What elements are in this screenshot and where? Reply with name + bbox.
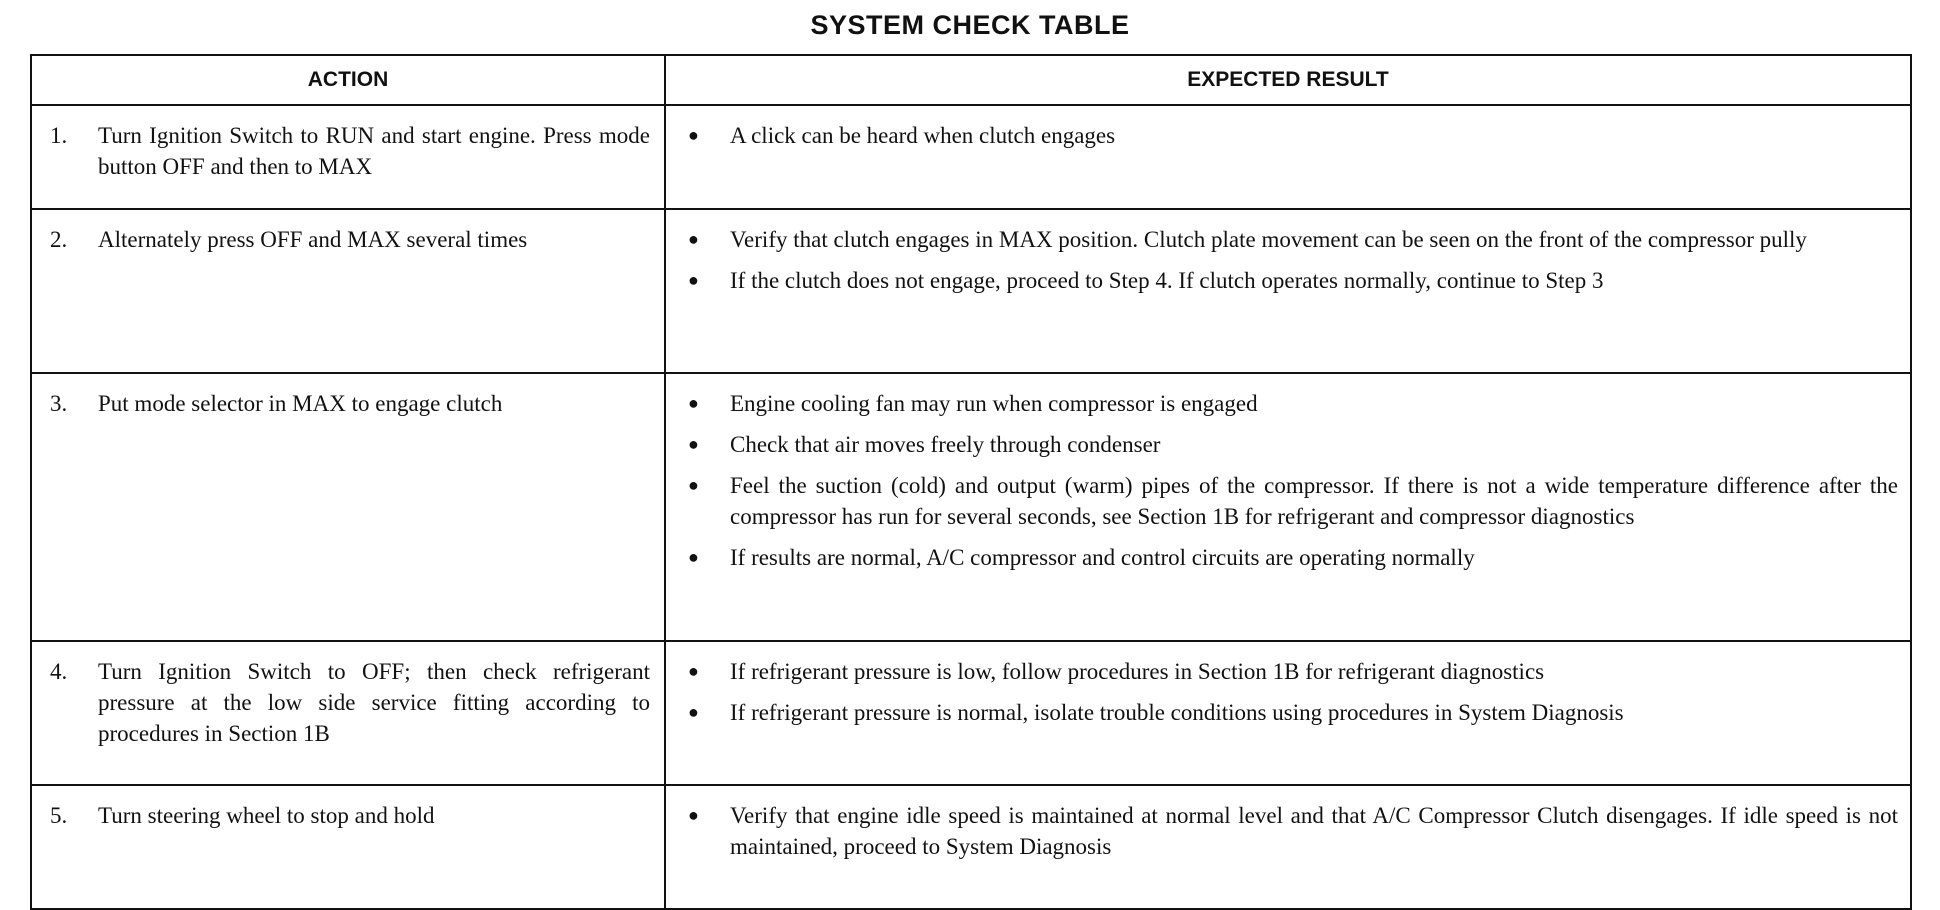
result-item bbox=[688, 697, 1898, 728]
result-text: If refrigerant pressure is normal, isolate trouble conditions using procedures in System Diagnosis bbox=[730, 700, 1624, 725]
action-column-header: ACTION bbox=[31, 55, 665, 105]
result-item bbox=[688, 388, 1898, 419]
expected-result-cell bbox=[665, 105, 1911, 209]
step-number: 1. bbox=[50, 123, 68, 148]
action-cell bbox=[31, 105, 665, 209]
result-text: Feel the suction (cold) and output (warm) pipes of the compressor. If there is not a wide temperature difference after the compressor has run for several seconds, see Section 1B for refrigerant and compressor diagnostics bbox=[730, 473, 1898, 529]
bullet-icon: ● bbox=[688, 229, 699, 249]
result-text: If results are normal, A/C compressor and control circuits are operating normally bbox=[730, 545, 1475, 570]
step-action-text: Turn Ignition Switch to RUN and start engine. Press mode button OFF and then to MAX bbox=[98, 123, 650, 179]
system-check-table bbox=[30, 54, 1912, 910]
step-action-text: Alternately press OFF and MAX several times bbox=[98, 227, 528, 252]
expected-result-cell bbox=[665, 785, 1911, 909]
action-cell bbox=[31, 641, 665, 785]
table-row bbox=[31, 641, 1911, 785]
result-item bbox=[688, 224, 1898, 255]
step-number: 5. bbox=[50, 803, 68, 828]
table-header-row bbox=[31, 55, 1911, 105]
result-text: If the clutch does not engage, proceed to Step 4. If clutch operates normally, continue to Step 3 bbox=[730, 268, 1604, 293]
result-item bbox=[688, 120, 1898, 151]
result-item bbox=[688, 429, 1898, 460]
bullet-icon: ● bbox=[688, 547, 699, 567]
action-cell bbox=[31, 373, 665, 641]
step-action-text: Put mode selector in MAX to engage clutch bbox=[98, 391, 503, 416]
bullet-icon: ● bbox=[688, 661, 699, 681]
step-action-text: Turn Ignition Switch to OFF; then check refrigerant pressure at the low side service fitting according to procedures in Section 1B bbox=[98, 659, 650, 746]
table-row bbox=[31, 209, 1911, 373]
bullet-icon: ● bbox=[688, 393, 699, 413]
result-text: Check that air moves freely through condenser bbox=[730, 432, 1161, 457]
result-text: Verify that engine idle speed is maintained at normal level and that A/C Compressor Clutch disengages. If idle speed is not maintained, proceed to System Diagnosis bbox=[730, 803, 1898, 859]
bullet-icon: ● bbox=[688, 270, 699, 290]
result-item bbox=[688, 265, 1898, 296]
result-text: Engine cooling fan may run when compressor is engaged bbox=[730, 391, 1258, 416]
result-text: A click can be heard when clutch engages bbox=[730, 123, 1116, 148]
step-number: 4. bbox=[50, 659, 68, 684]
result-item bbox=[688, 656, 1898, 687]
action-cell bbox=[31, 209, 665, 373]
expected-result-column-header: EXPECTED RESULT bbox=[665, 55, 1911, 105]
bullet-icon: ● bbox=[688, 475, 699, 495]
result-text: Verify that clutch engages in MAX position. Clutch plate movement can be seen on the front of the compressor pully bbox=[730, 227, 1807, 252]
expected-result-cell bbox=[665, 641, 1911, 785]
bullet-icon: ● bbox=[688, 125, 699, 145]
step-action-text: Turn steering wheel to stop and hold bbox=[98, 803, 435, 828]
bullet-icon: ● bbox=[688, 434, 699, 454]
step-number: 2. bbox=[50, 227, 68, 252]
page-title: SYSTEM CHECK TABLE bbox=[810, 10, 1130, 40]
bullet-icon: ● bbox=[688, 805, 699, 825]
table-row bbox=[31, 105, 1911, 209]
expected-result-cell bbox=[665, 373, 1911, 641]
table-row bbox=[31, 785, 1911, 909]
step-number: 3. bbox=[50, 391, 68, 416]
expected-result-cell bbox=[665, 209, 1911, 373]
action-cell bbox=[31, 785, 665, 909]
result-text: If refrigerant pressure is low, follow procedures in Section 1B for refrigerant diagnostics bbox=[730, 659, 1545, 684]
result-item bbox=[688, 800, 1898, 862]
result-item bbox=[688, 542, 1898, 573]
bullet-icon: ● bbox=[688, 702, 699, 722]
result-item bbox=[688, 470, 1898, 532]
table-row bbox=[31, 373, 1911, 641]
